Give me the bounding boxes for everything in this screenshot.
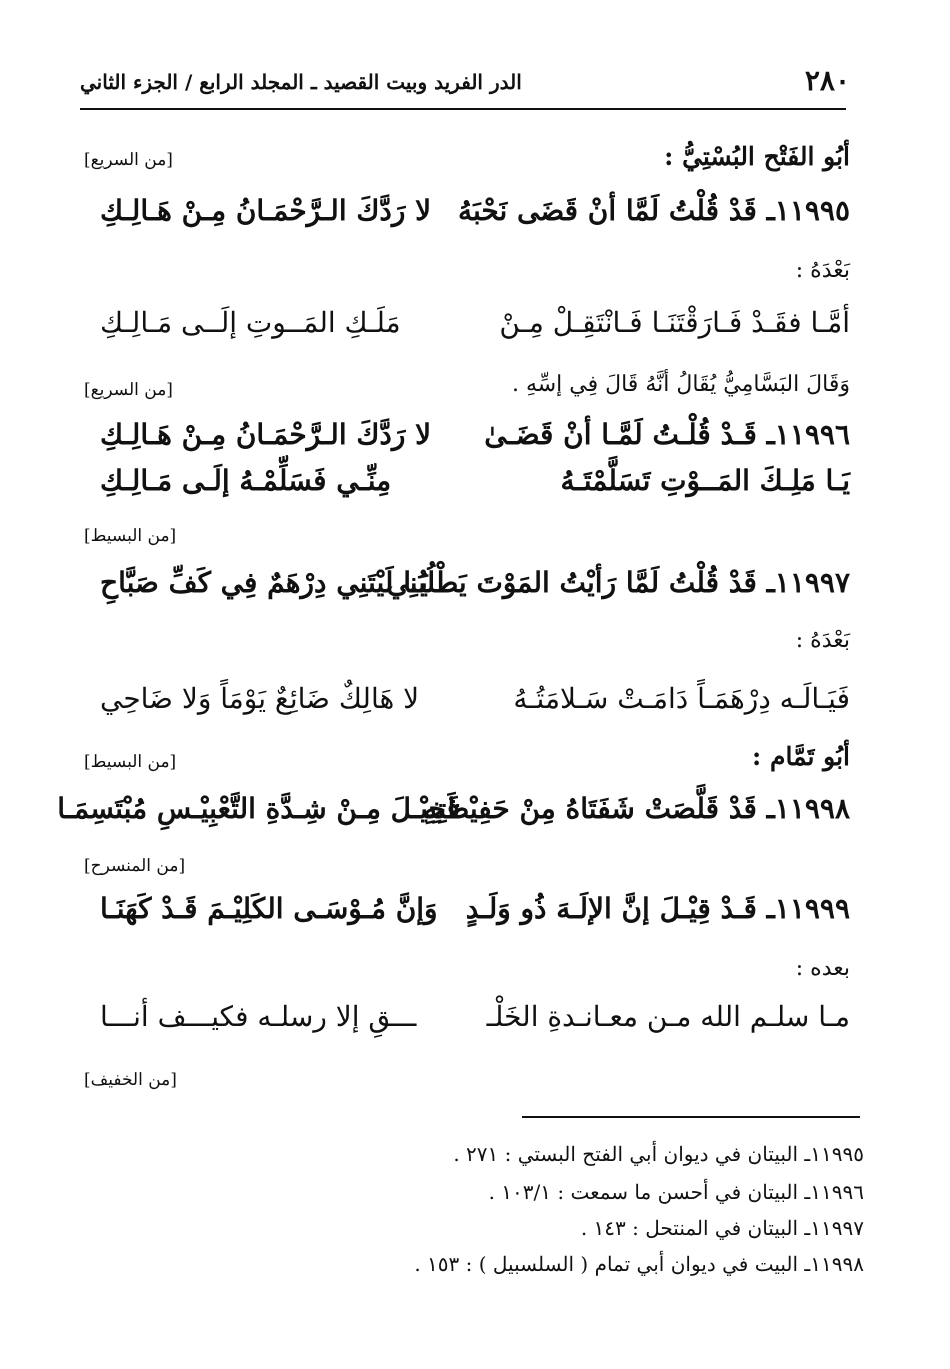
footnote: ١١٩٩٦ـ البيتان في أحسن ما سمعت : ١٠٣/١ . xyxy=(488,1180,864,1204)
verse-number: ١١٩٩٩ـ xyxy=(766,892,850,925)
meter-label: [من السريع] xyxy=(84,380,173,400)
verse-line xyxy=(0,792,950,836)
verse-first-hemistich: مـا سلـم الله مـن معـانـدةِ الخَلْـ xyxy=(486,1000,850,1033)
verse-number: ١١٩٩٨ـ xyxy=(766,792,850,825)
footnote: ١١٩٩٥ـ البيتان في ديوان أبي الفتح البستي : ٢٧١ . xyxy=(453,1142,864,1166)
meter-label: [من البسيط] xyxy=(84,752,177,772)
meter-label: [من المنسرح] xyxy=(84,856,186,876)
running-title: الدر الفريد وبيت القصيد ـ المجلد الرابع / الجزء الثاني xyxy=(80,70,522,94)
meter-label: [من البسيط] xyxy=(84,526,177,546)
verse-first-hemistich: ١١٩٩٦ـ قَـدْ قُلْـتُ لَمَّـا أنْ قَضَـىٰ xyxy=(484,418,850,451)
verse-second-hemistich: مِنِّـي فَسَلِّمْـهُ إلَـى مَـالِـكِ xyxy=(100,464,392,497)
footnote: ١١٩٩٨ـ البيت في ديوان أبي تمام ( السلسبيل ) : ١٥٣ . xyxy=(414,1252,864,1276)
after-label: بَعْدَهُ : xyxy=(795,258,850,283)
verse-second-hemistich: ـــقِ إلا رسلـه فكيـــف أنـــا xyxy=(100,1000,417,1033)
verse-second-hemistich: فَخِيْـلَ مِـنْ شِـدَّةِ التَّعْبِيْـسِ مُبْتَسِمَـا xyxy=(57,792,460,825)
after-label: بَعْدَهُ : xyxy=(795,628,850,653)
footnote: ١١٩٩٧ـ البيتان في المنتحل : ١٤٣ . xyxy=(580,1216,864,1240)
verse-second-hemistich: لا هَالِكٌ ضَائِعٌ يَوْمَاً وَلا ضَاحِي xyxy=(100,682,420,715)
verse-line xyxy=(0,892,950,936)
header-rule xyxy=(80,108,846,110)
verse-first-hemistich: ١١٩٩٧ـ قَدْ قُلْتُ لَمَّا رَأيْتُ المَوْتَ يَطْلُبُنِي xyxy=(386,566,850,599)
verse-number: ١١٩٩٥ـ xyxy=(766,194,850,227)
verse-line xyxy=(0,1000,950,1044)
poet-name: أبُو تَمَّام : xyxy=(752,742,850,771)
verse-number: ١١٩٩٧ـ xyxy=(766,566,850,599)
verse-second-hemistich: لا رَدَّكَ الـرَّحْمَـانُ مِـنْ هَـالِـكِ xyxy=(100,418,432,451)
verse-second-hemistich: وَإنَّ مُـوْسَـى الكَلِيْـمَ قَـدْ كَهَنَـا xyxy=(100,892,438,925)
page-number: ٢٨٠ xyxy=(804,64,850,97)
poet-name: أبُو الفَتْح البُسْتِيُّ : xyxy=(664,142,850,171)
verse-first-hemistich: فَيَـالَـه دِرْهَمَـاً دَامَـتْ سَـلامَتُـهُ xyxy=(513,682,850,715)
verse-number: ١١٩٩٦ـ xyxy=(766,418,850,451)
meter-label: [من الخفيف] xyxy=(84,1070,177,1090)
verse-first-hemistich: ١١٩٩٥ـ قَدْ قُلْتُ لَمَّا أنْ قَضَى نَحْبَهُ xyxy=(457,194,850,227)
verse-first-hemistich: ١١٩٩٨ـ قَدْ قَلَّصَتْ شَفَتَاهُ مِنْ حَفِيْظَتِهِ xyxy=(423,792,850,825)
meter-label: [من السريع] xyxy=(84,150,173,170)
verse-line xyxy=(0,306,950,350)
prose-intro: وَقَالَ البَسَّامِيُّ يُقَالُ أنَّهُ قَالَ فِي إسِّهِ . xyxy=(511,372,850,397)
verse-line xyxy=(0,566,950,610)
after-label: بعده : xyxy=(795,956,850,981)
verse-line xyxy=(0,464,950,508)
verse-first-hemistich: أمَّـا فقَـدْ فَـارَقْتَنَـا فَـانْتَقِـلْ مِـنْ xyxy=(499,306,850,339)
verse-second-hemistich: لا رَدَّكَ الـرَّحْمَـانُ مِـنْ هَـالِـكِ xyxy=(100,194,432,227)
verse-second-hemistich: يَـا لَيْتَنِي دِرْهَمٌ فِي كَفِّ صَبَّاحِ xyxy=(100,566,428,599)
footnote-rule xyxy=(522,1116,860,1118)
verse-first-hemistich: ١١٩٩٩ـ قَـدْ قِيْـلَ إنَّ الإلَـهَ ذُو وَلَـدٍ xyxy=(465,892,850,925)
verse-line xyxy=(0,418,950,462)
verse-second-hemistich: مَلَـكِ المَــوتِ إلَــى مَـالِـكِ xyxy=(100,306,401,339)
verse-line xyxy=(0,194,950,238)
verse-first-hemistich: يَـا مَلِـكَ المَــوْتِ تَسَلَّمْتَـهُ xyxy=(560,464,850,497)
verse-line xyxy=(0,682,950,726)
